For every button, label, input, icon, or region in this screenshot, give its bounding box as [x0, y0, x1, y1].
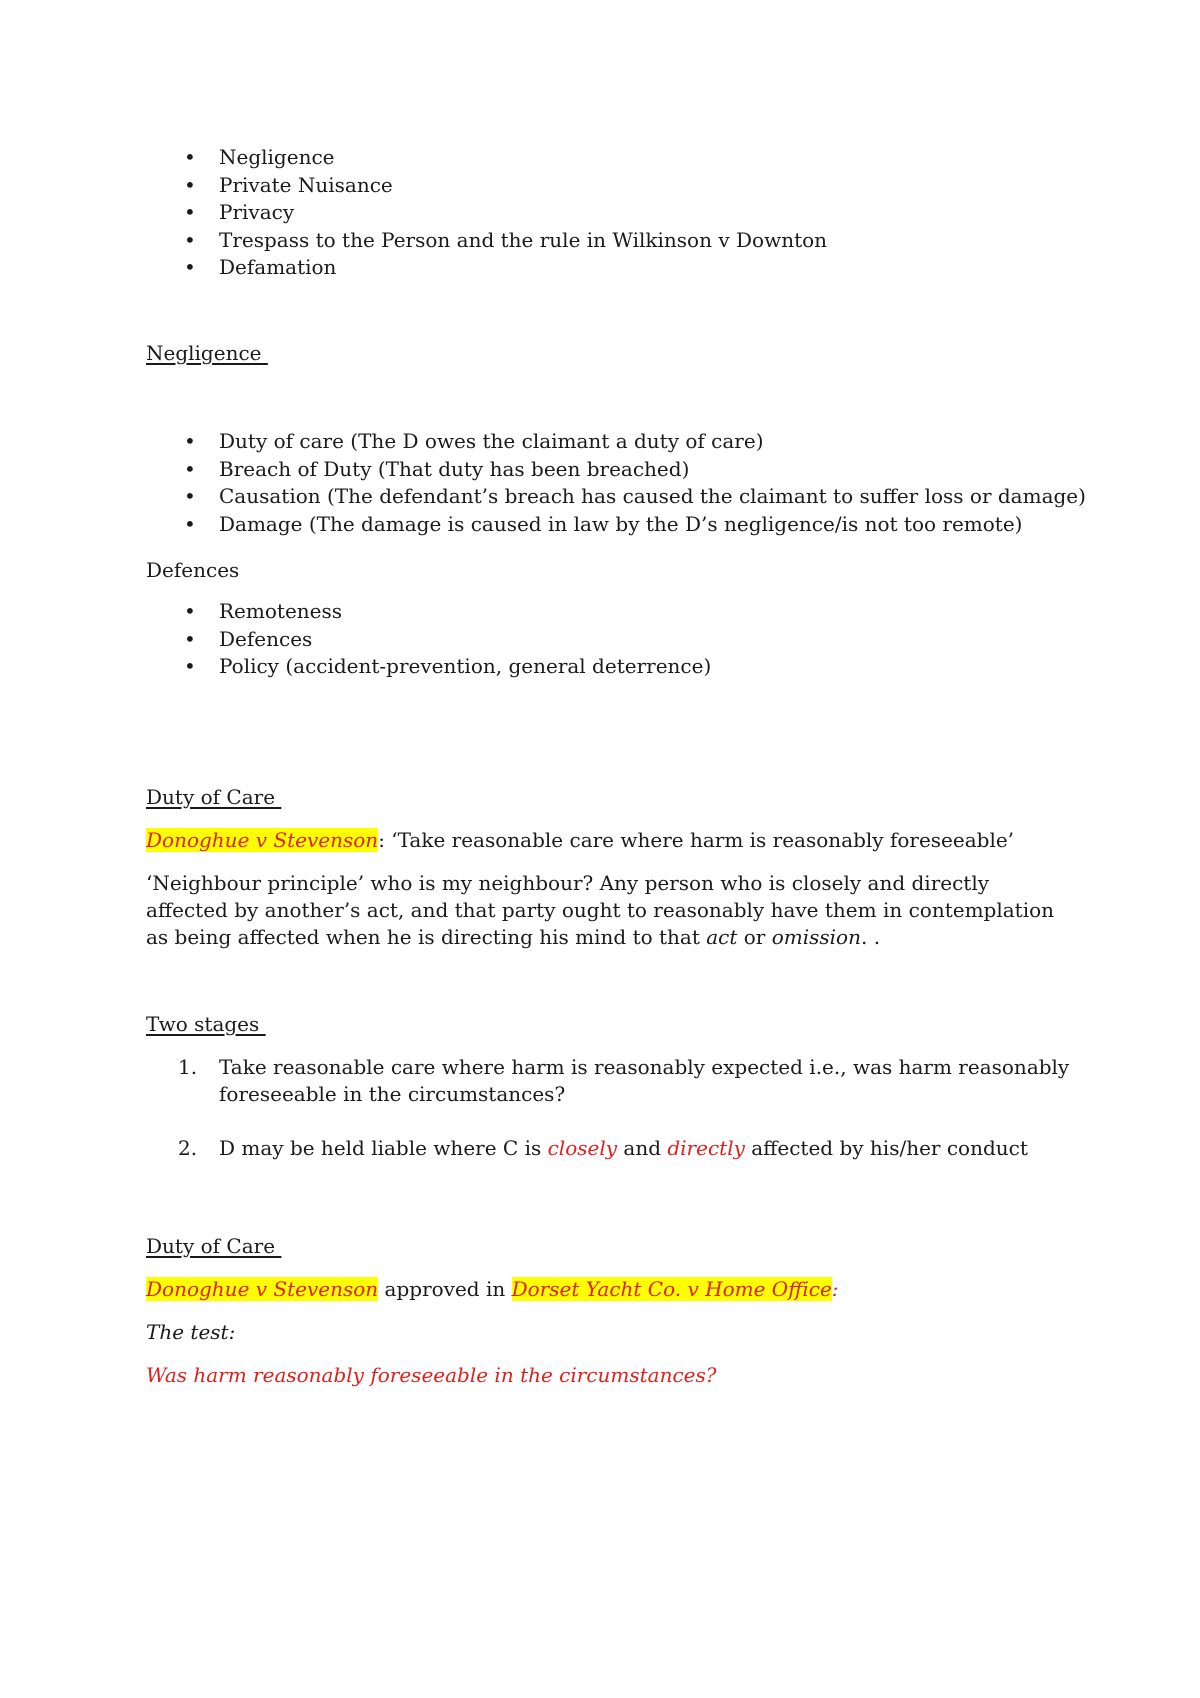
section-heading-duty-of-care: Duty of Care [146, 1234, 282, 1258]
donoghue-paragraph [146, 827, 1070, 854]
test-label-paragraph [146, 1319, 1070, 1346]
negligence-elements-list [146, 428, 1086, 538]
topics-list-block [146, 144, 1070, 282]
list-item: • Breach of Duty (That duty has been breached) [146, 456, 1070, 484]
topics-list [146, 144, 1070, 282]
list-item: • Defences [146, 626, 1070, 654]
list-item: • Damage (The damage is caused in law by the D’s negligence/is not too remote) [146, 511, 1070, 539]
duty-of-care-section-1 [146, 784, 1070, 811]
list-item: • Remoteness [146, 598, 1070, 626]
donoghue-quote: : ‘Take reasonable care where harm is reasonably foreseeable’ [378, 828, 1015, 852]
approved-colon: : [831, 1277, 839, 1301]
list-item: • Privacy [146, 199, 1070, 227]
test-label: The test: [146, 1320, 236, 1344]
list-item [146, 1054, 1070, 1108]
section-heading-two-stages: Two stages [146, 1012, 266, 1036]
stage-2-text-end: affected by his/her conduct [744, 1136, 1028, 1160]
donoghue-line [146, 827, 1070, 854]
defences-label: Defences [146, 558, 240, 582]
list-item: • Defamation [146, 254, 1070, 282]
negligence-elements-block [146, 428, 1086, 538]
neighbour-principle-text [146, 870, 1070, 951]
list-item: • Duty of care (The D owes the claimant a duty of care) [146, 428, 1070, 456]
neighbour-omission: omission [771, 925, 861, 949]
approved-paragraph [146, 1276, 1070, 1303]
list-item: • Policy (accident-prevention, general deterrence) [146, 653, 1070, 681]
negligence-section [146, 340, 1070, 367]
case-name-donoghue: Donoghue v Stevenson [146, 828, 379, 852]
approved-line [146, 1276, 1070, 1303]
two-stages-section [146, 1011, 1070, 1038]
approved-in-text: approved in [378, 1277, 512, 1301]
stage-2-text-start: D may be held liable where C is [219, 1136, 548, 1160]
two-stages-list-block [146, 1054, 1070, 1162]
two-stages-list [146, 1054, 1070, 1162]
test-question-paragraph [146, 1362, 1070, 1389]
emphasis-directly: directly [667, 1136, 745, 1160]
section-heading-negligence: Negligence [146, 341, 268, 365]
case-name-dorset-yacht: Dorset Yacht Co. v Home Office [511, 1277, 832, 1301]
list-item [146, 1135, 1070, 1162]
neighbour-act: act [706, 925, 738, 949]
list-item: • Trespass to the Person and the rule in Wilkinson v Downton [146, 227, 1070, 255]
list-item: • Private Nuisance [146, 172, 1070, 200]
neighbour-text: ‘Neighbour principle’ who is my neighbour? Any person who is closely and directly affected by another’s act, and that party ought to reasonably have them in contemplation as being affected when he is directing his mind to that [146, 871, 1055, 949]
neighbour-paragraph [146, 870, 1070, 951]
emphasis-closely: closely [547, 1136, 618, 1160]
stage-2-and: and [617, 1136, 668, 1160]
neighbour-end: . . [860, 925, 881, 949]
defences-list-block [146, 598, 1070, 681]
duty-of-care-section-2 [146, 1233, 1070, 1260]
neighbour-or: or [737, 925, 772, 949]
list-number: 2. [178, 1136, 198, 1160]
defences-section [146, 557, 1070, 584]
list-number: 1. [178, 1055, 198, 1079]
defences-list [146, 598, 1070, 681]
case-name-donoghue: Donoghue v Stevenson [146, 1277, 379, 1301]
test-question: Was harm reasonably foreseeable in the circumstances? [146, 1363, 717, 1387]
list-item: • Negligence [146, 144, 1070, 172]
stage-1-text: Take reasonable care where harm is reasonably expected i.e., was harm reasonably foreseeable in the circumstances? [219, 1055, 1070, 1106]
list-item: • Causation (The defendant’s breach has caused the claimant to suffer loss or damage) [146, 483, 1070, 511]
section-heading-duty-of-care: Duty of Care [146, 785, 282, 809]
